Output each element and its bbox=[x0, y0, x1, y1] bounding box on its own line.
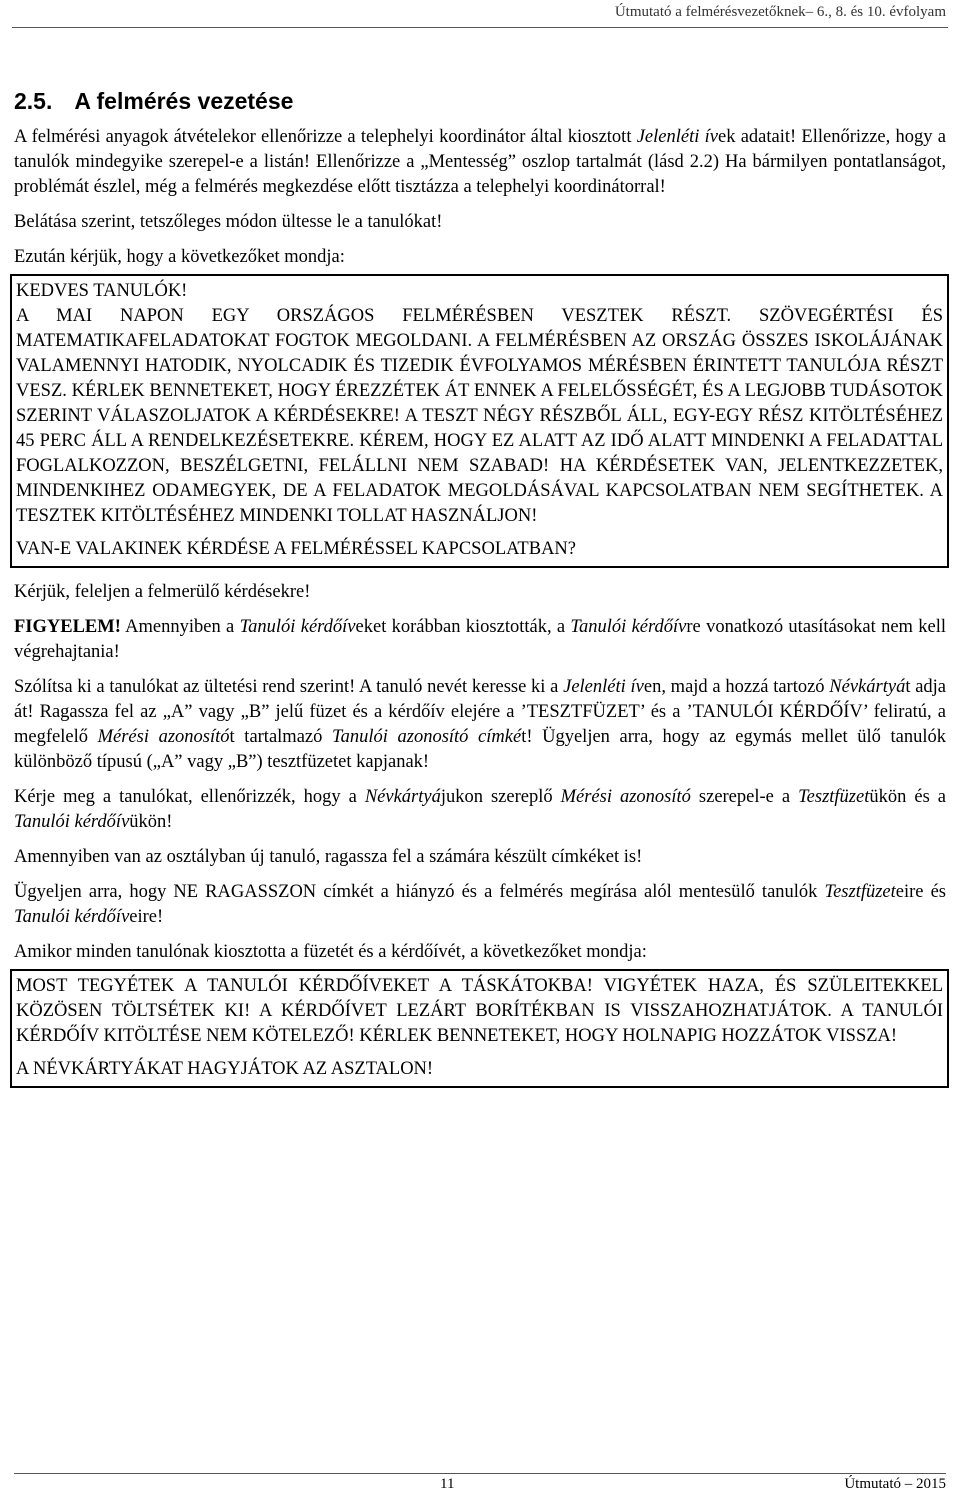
paragraph-warning: FIGYELEM! Amennyiben a Tanulói kérdőíveket korábban kiosztották, a Tanulói kérdőívre vonatkozó utasításokat nem kell végrehajtania! bbox=[14, 617, 946, 662]
box2-line1: MOST TEGYÉTEK A TANULÓI KÉRDŐÍVEKET A TÁSKÁTOKBA! VIGYÉTEK HAZA, ÉS SZÜLEITEKKEL KÖZÖSEN TÖLTSÉTEK KI! A KÉRDŐÍVET LEZÁRT BORÍTÉKBAN IS VISSZAHOZHATJÁTOK. A TANULÓI KÉRDŐÍV KITÖLTÉSE NEM KÖTELEZŐ! KÉRLEK BENNETEKET, HOGY HOLNAPIG HOZZÁTOK VISSZA! bbox=[16, 976, 943, 1046]
paragraph-intro: A felmérési anyagok átvételekor ellenőrizze a telephelyi koordinátor által kiosztott Jelenléti ívek adatait! Ellenőrizze, hogy a tanulók mindegyike szerepel-e a listán! Ellenőrizze a „Mentesség” oszlop tartalmát (lásd 2.2) Ha bármilyen pontatlanságot, problémát észlel, még a felmérés megkezdése előtt tisztázza a telephelyi koordinátorral! bbox=[14, 127, 946, 197]
box1-line1: KEDVES TANULÓK! bbox=[16, 281, 188, 301]
box1-line3: VAN-E VALAKINEK KÉRDÉSE A FELMÉRÉSSEL KAPCSOLATBAN? bbox=[16, 539, 577, 559]
running-header: Útmutató a felmérésvezetőknek– 6., 8. és 10. évfolyam bbox=[614, 4, 946, 20]
section-number: 2.5. bbox=[14, 88, 53, 114]
section-title: A felmérés vezetése bbox=[74, 88, 294, 114]
paragraph-call-students: Szólítsa ki a tanulókat az ültetési rend szerint! A tanuló nevét keresse ki a Jelenléti íven, majd a hozzá tartozó Névkártyát adja át! Ragassza fel az „A” vagy „B” jelű füzet és a kérdőív elejére a ’TESZTFÜZET’ és a ’TANULÓI KÉRDŐÍV’ feliratú, a megfelelő Mérési azonosítót tartalmazó Tanulói azonosító címkét! Ügyeljen arra, hogy az egymás mellet ülő tanulók különböző típusú („A” vagy „B”) tesztfüzetet kapjanak! bbox=[14, 677, 947, 772]
paragraph-new-student: Amennyiben van az osztályban új tanuló, ragassza fel a számára készült címkéket is! bbox=[14, 847, 643, 867]
paragraph-check-ids: Kérje meg a tanulókat, ellenőrizzék, hogy a Névkártyájukon szereplő Mérési azonosító szerepel-e a Tesztfüzetükön és a Tanulói kérdőívükön! bbox=[14, 787, 946, 832]
paragraph-after-distribution: Amikor minden tanulónak kiosztotta a füzetét és a kérdőívét, a következőket mondja: bbox=[14, 942, 647, 962]
box2-line2: A NÉVKÁRTYÁKAT HAGYJÁTOK AZ ASZTALON! bbox=[16, 1059, 434, 1079]
footer-title: Útmutató – 2015 bbox=[844, 1476, 946, 1492]
page-content bbox=[14, 88, 946, 1100]
instruction-box-1 bbox=[10, 274, 949, 568]
page-number: 11 bbox=[440, 1476, 455, 1492]
header-divider bbox=[12, 27, 948, 28]
paragraph-no-labels: Ügyeljen arra, hogy NE RAGASSZON címkét a hiányzó és a felmérés megírása alól mentesülő tanulók Tesztfüzeteire és Tanulói kérdőíveire! bbox=[14, 882, 946, 927]
paragraph-answer: Kérjük, feleljen a felmerülő kérdésekre! bbox=[14, 582, 311, 602]
section-heading bbox=[14, 88, 946, 115]
instruction-box-2 bbox=[10, 969, 949, 1088]
footer-divider bbox=[14, 1473, 946, 1474]
box1-line2: A MAI NAPON EGY ORSZÁGOS FELMÉRÉSBEN VESZTEK RÉSZT. SZÖVEGÉRTÉSI ÉS MATEMATIKAFELADATOKAT FOGTOK MEGOLDANI. A FELMÉRÉSBEN AZ ORSZÁG ÖSSZES ISKOLÁJÁNAK VALAMENNYI HATODIK, NYOLCADIK ÉS TIZEDIK ÉVFOLYAMOS MÉRÉSBEN ÉRINTETT TANULÓJA RÉSZT VESZ. KÉRLEK BENNETEKET, HOGY ÉREZZÉTEK ÁT ENNEK A FELELŐSSÉGÉT, ÉS A LEGJOBB TUDÁSOTOK SZERINT VÁLASZOLJATOK A KÉRDÉSEKRE! A TESZT NÉGY RÉSZBŐL ÁLL, EGY-EGY RÉSZ KITÖLTÉSÉHEZ 45 PERC ÁLL A RENDELKEZÉSETEKRE. KÉREM, HOGY EZ ALATT AZ IDŐ ALATT MINDENKI A FELADATTAL FOGLALKOZZON, BESZÉLGETNI, FELÁLLNI NEM SZABAD! HA KÉRDÉSETEK VAN, JELENTKEZZETEK, MINDENKIHEZ ODAMEGYEK, DE A FELADATOK MEGOLDÁSÁVAL KAPCSOLATBAN NEM SEGÍTHETEK. A TESZTEK KITÖLTÉSÉHEZ MINDENKI TOLLAT HASZNÁLJON! bbox=[16, 306, 943, 526]
paragraph-seating: Belátása szerint, tetszőleges módon ültesse le a tanulókat! bbox=[14, 212, 443, 232]
paragraph-say: Ezután kérjük, hogy a következőket mondja: bbox=[14, 247, 345, 267]
